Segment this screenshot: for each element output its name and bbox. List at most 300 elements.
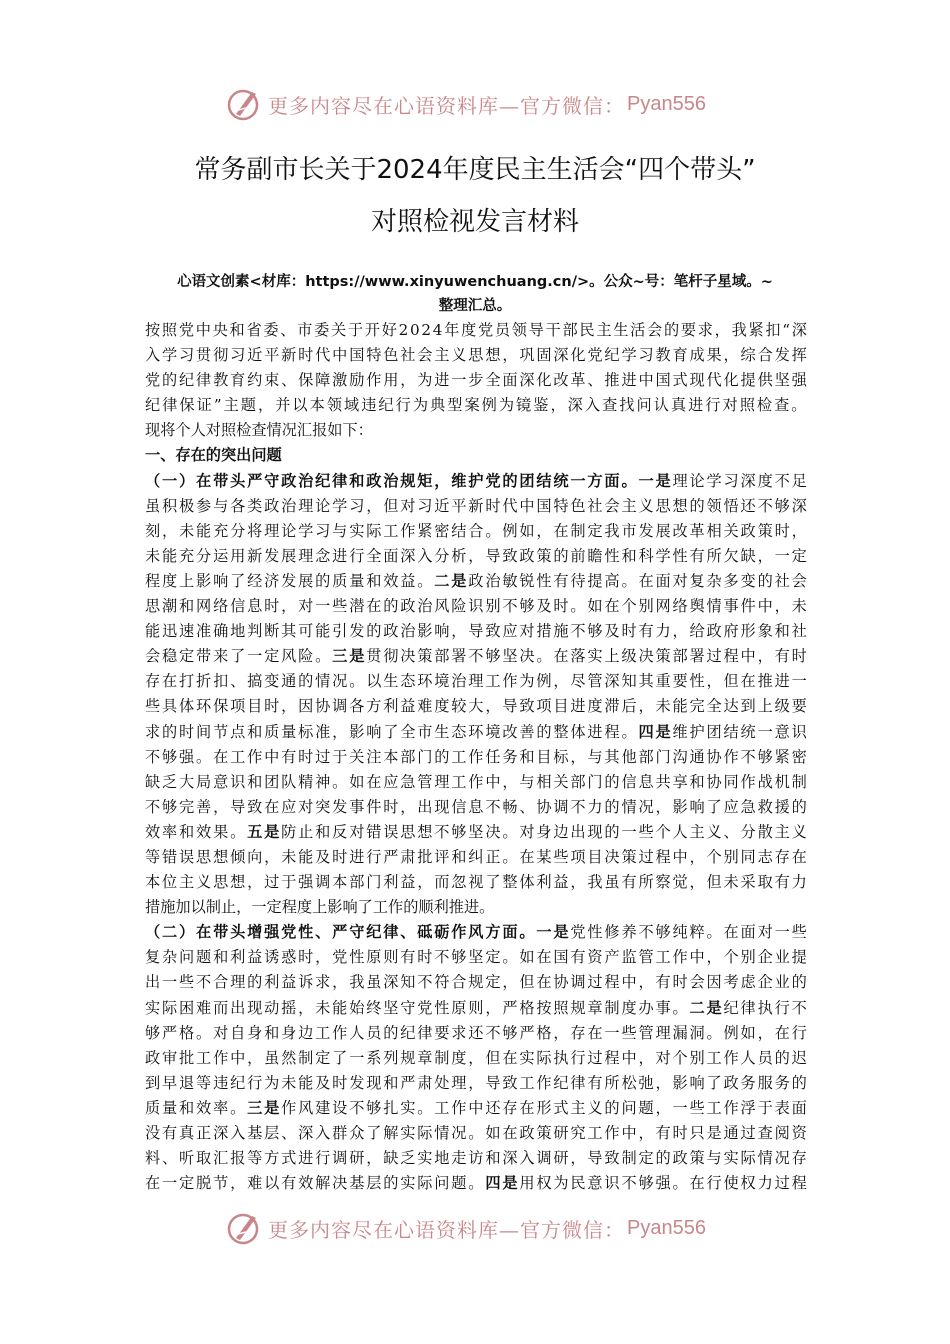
char: 力 [587, 797, 603, 816]
char: 门 [655, 747, 671, 766]
char: 深 [502, 1149, 518, 1168]
char: 浮 [740, 1098, 756, 1117]
char: 际 [417, 1174, 433, 1193]
char: 治 [485, 571, 501, 590]
char: 性 [672, 546, 688, 565]
char: 态 [400, 672, 416, 691]
body-line [145, 619, 807, 644]
char: 作 [536, 1073, 552, 1092]
char: 党 [332, 948, 348, 967]
char: 中 [672, 847, 688, 866]
char: 中 [689, 948, 705, 967]
char: 基 [349, 1174, 365, 1193]
char: ， [213, 797, 229, 816]
char: 项 [536, 697, 552, 716]
char: 章 [587, 998, 603, 1017]
char: 实 [417, 1149, 433, 1168]
char: 益 [553, 873, 569, 892]
char: ” [213, 396, 222, 415]
char: 我 [604, 521, 620, 540]
char: 行 [705, 396, 721, 415]
char: 规 [468, 973, 484, 992]
char: 党 [417, 998, 433, 1017]
char: 事 [655, 998, 671, 1017]
char: 化 [536, 371, 552, 390]
char: 理 [468, 672, 484, 691]
char: 些 [553, 847, 569, 866]
char: 个 [621, 597, 637, 616]
char: 情 [757, 1149, 773, 1168]
char: 管 [638, 1023, 654, 1042]
char: 鉴 [533, 396, 549, 415]
char: 真 [179, 1124, 195, 1142]
char: 情 [315, 672, 331, 691]
char: 在 [519, 1098, 535, 1117]
char: 有 [621, 873, 637, 892]
char: 了 [706, 1073, 722, 1092]
char: 中 [485, 772, 501, 791]
char: 境 [434, 672, 450, 691]
text-run: 措施加以制止，一定程度上影响了工作的顺利推进。 [145, 898, 495, 917]
char: 纠 [468, 847, 484, 866]
char: ， [366, 1149, 382, 1168]
char: 。 [706, 923, 722, 942]
char: 年 [444, 321, 460, 339]
char: 并 [275, 396, 291, 415]
char: 思 [655, 496, 671, 515]
char: 中 [195, 321, 211, 339]
char: 现 [366, 1073, 382, 1092]
char: 严 [162, 1023, 178, 1042]
char: 识 [230, 772, 246, 791]
char: 准 [196, 622, 212, 641]
char: 我 [731, 321, 747, 339]
char: 未 [179, 521, 195, 540]
char: 同 [723, 772, 739, 791]
char: 进 [349, 847, 365, 866]
char: 党 [477, 321, 494, 339]
char: 乏 [400, 1149, 416, 1168]
char: 束 [264, 371, 280, 390]
char: 够 [638, 1174, 654, 1193]
body-line [145, 669, 807, 694]
char: 彻 [213, 346, 229, 365]
char: 多 [723, 571, 739, 590]
char: 益 [400, 873, 416, 892]
char: 严 [332, 923, 348, 942]
char: 共 [655, 772, 671, 791]
char: 复 [145, 948, 161, 967]
char: ， [570, 873, 586, 892]
char: 国 [655, 371, 671, 390]
char: 查 [757, 1124, 773, 1142]
char: 和 [383, 1073, 399, 1092]
char: 决 [604, 847, 620, 866]
char: 党 [281, 923, 297, 942]
char: 和 [264, 1023, 280, 1042]
char: 识 [791, 722, 807, 741]
char: 和 [315, 822, 331, 841]
char: 在 [162, 672, 178, 691]
char: 统 [740, 722, 756, 741]
char: 果 [706, 346, 722, 365]
char: 和 [213, 948, 229, 967]
char: 时 [672, 973, 688, 992]
char: 改 [502, 722, 518, 741]
char: 贯 [196, 346, 212, 365]
body-line [145, 1121, 807, 1146]
char: 生 [383, 672, 399, 691]
char: 律 [162, 396, 178, 415]
char: 团 [706, 722, 722, 741]
char: 会 [791, 571, 807, 590]
char: 一 [757, 722, 773, 741]
char: 利 [383, 873, 399, 892]
char: 调 [553, 797, 569, 816]
char: 还 [468, 1023, 484, 1042]
char: 导 [468, 622, 484, 641]
char: 些 [179, 973, 195, 992]
char: 政 [706, 622, 722, 641]
char: 但 [383, 496, 399, 515]
body-line [145, 770, 807, 795]
char: 析 [451, 546, 467, 565]
char: 意 [587, 1174, 603, 1193]
char: 纪 [604, 346, 620, 365]
char: 作 [468, 772, 484, 791]
char: 存 [791, 1149, 807, 1168]
char: 代 [315, 346, 331, 365]
char: ） [179, 471, 195, 490]
char: 实 [349, 521, 365, 540]
char: 深 [213, 1124, 229, 1142]
char: 而 [213, 998, 229, 1017]
char: 是 [349, 647, 365, 666]
char: 漏 [672, 1023, 688, 1042]
char: 门 [417, 747, 433, 766]
char: 存 [502, 1098, 518, 1117]
bold-run: 一、存在的突出问题 [145, 446, 282, 465]
char: 题 [240, 396, 256, 415]
char: 合 [451, 973, 467, 992]
char: ， [332, 973, 348, 992]
char: 一 [349, 1048, 365, 1067]
char: 治 [417, 597, 433, 616]
char: 到 [145, 1073, 161, 1092]
char: 用 [230, 546, 246, 565]
char: 符 [434, 973, 450, 992]
char: 级 [621, 647, 637, 666]
char: 弛 [638, 1073, 654, 1092]
char: 复 [689, 571, 705, 590]
char: 保 [298, 371, 314, 390]
char: 际 [740, 1149, 756, 1168]
char: 过 [587, 1048, 603, 1067]
body-line [145, 418, 807, 443]
char: 所 [638, 873, 654, 892]
char: 潜 [349, 597, 365, 616]
char: 照 [161, 321, 178, 339]
char: 等 [247, 1149, 263, 1168]
char: 防 [281, 822, 297, 841]
char: 性 [587, 923, 603, 942]
char: 在 [502, 1124, 518, 1142]
char: 惑 [281, 948, 297, 967]
char: 协 [706, 747, 722, 766]
char: 的 [366, 622, 382, 641]
char: 准 [315, 722, 331, 741]
char: 够 [145, 1023, 161, 1042]
char: 环 [417, 672, 433, 691]
char: 群 [332, 1124, 348, 1142]
char: 位 [162, 873, 178, 892]
text-run: 现将个人对照检查情况汇报如下： [145, 421, 373, 440]
char: 体 [570, 722, 586, 741]
char: 中 [621, 1048, 637, 1067]
char: 取 [757, 873, 773, 892]
char: 决 [638, 647, 654, 666]
char: 程 [791, 1174, 807, 1193]
char: 是 [553, 923, 569, 942]
char: 及 [604, 622, 620, 641]
char: 合 [757, 346, 773, 365]
char: 五 [247, 822, 263, 841]
char: 标 [298, 722, 314, 741]
char: 益 [281, 973, 297, 992]
char: 习 [179, 346, 195, 365]
char: 强 [655, 1174, 671, 1193]
char: 能 [332, 998, 348, 1017]
char: ， [230, 1174, 246, 1193]
char: 难 [196, 998, 212, 1017]
char: 善 [196, 797, 212, 816]
char: 身 [536, 822, 552, 841]
char: 部 [434, 647, 450, 666]
char: 企 [757, 973, 773, 992]
char: 时 [264, 597, 280, 616]
char: 高 [604, 571, 620, 590]
body-line [145, 368, 807, 393]
char: 入 [145, 346, 161, 365]
char: 产 [604, 948, 620, 967]
char: 现 [587, 822, 603, 841]
char: 理 [298, 546, 314, 565]
char: 的 [774, 1048, 790, 1067]
char: 了 [332, 1048, 348, 1067]
char: 为 [519, 672, 535, 691]
char: 项 [230, 697, 246, 716]
char: ， [502, 346, 518, 365]
body-line [145, 1171, 807, 1196]
char: ， [400, 371, 416, 390]
char: 的 [383, 1174, 399, 1193]
char: 紧 [417, 521, 433, 540]
char: 进 [570, 697, 586, 716]
char: 件 [366, 797, 382, 816]
char: 于 [332, 747, 348, 766]
char: 行 [315, 1149, 331, 1168]
char: 发 [281, 571, 297, 590]
char: 作 [451, 1098, 467, 1117]
char: 正 [485, 847, 501, 866]
char: 入 [417, 546, 433, 565]
char: 不 [196, 973, 212, 992]
char: 深 [519, 371, 535, 390]
char: 不 [349, 1098, 365, 1117]
char: 但 [485, 1048, 501, 1067]
char: 前 [570, 546, 586, 565]
char: 在 [638, 571, 654, 590]
char: 系 [366, 1048, 382, 1067]
char: 政 [723, 1073, 739, 1092]
char: 学 [655, 546, 671, 565]
char: 的 [604, 772, 620, 791]
char: ， [638, 1048, 654, 1067]
char: 照 [553, 998, 569, 1017]
char: 正 [196, 1124, 212, 1142]
char: 约 [247, 371, 263, 390]
char: 型 [447, 396, 463, 415]
char: 政 [366, 471, 382, 490]
char: 员 [494, 321, 511, 339]
char: 响 [689, 797, 705, 816]
char: 巩 [519, 346, 535, 365]
char: 管 [638, 948, 654, 967]
char: 形 [740, 622, 756, 641]
source-line-2: 整理汇总。 [438, 298, 512, 314]
char: 及 [536, 597, 552, 616]
char: 市 [621, 521, 637, 540]
char: 党 [145, 371, 161, 390]
char: 信 [621, 772, 637, 791]
body-line [145, 694, 807, 719]
body-line [145, 569, 807, 594]
char: 如 [519, 521, 535, 540]
char: 难 [247, 1174, 263, 1193]
char: 引 [332, 622, 348, 641]
char: 如 [740, 1023, 756, 1042]
char: 导 [485, 546, 501, 565]
char: 照 [739, 396, 755, 415]
char: 想 [672, 496, 688, 515]
char: 及 [315, 847, 331, 866]
char: 际 [162, 998, 178, 1017]
char: 个 [723, 948, 739, 967]
char: 政 [740, 521, 756, 540]
char: 的 [434, 747, 450, 766]
char: 况 [332, 672, 348, 691]
char: 和 [229, 321, 245, 339]
char: 规 [400, 471, 416, 490]
char: 分 [434, 546, 450, 565]
char: 调 [332, 1149, 348, 1168]
char: 府 [723, 622, 739, 641]
char: 表 [774, 1098, 790, 1117]
char: 实 [400, 1124, 416, 1142]
char: 响 [366, 722, 382, 741]
char: 平 [451, 496, 467, 515]
char: 成 [689, 346, 705, 365]
char: 效 [383, 571, 399, 590]
char: 形 [536, 1098, 552, 1117]
char: 挥 [791, 346, 807, 365]
char: 益 [400, 697, 416, 716]
char: 性 [434, 998, 450, 1017]
char: 出 [417, 797, 433, 816]
char: 求 [451, 1023, 467, 1042]
char: 不 [638, 923, 654, 942]
char: 工 [587, 1124, 603, 1142]
char: ， [706, 948, 722, 967]
char: 作 [723, 1048, 739, 1067]
char: 考 [723, 973, 739, 992]
char: 问 [434, 1174, 450, 1193]
char: 改 [672, 521, 688, 540]
char: 央 [212, 321, 228, 339]
char: 统 [553, 471, 569, 490]
char: 程 [723, 647, 739, 666]
char: 用 [519, 1174, 535, 1193]
char: 况 [451, 1124, 467, 1142]
char: 定 [587, 521, 603, 540]
char: 工 [706, 1098, 722, 1117]
body-line [145, 594, 807, 619]
char: 学 [621, 346, 637, 365]
char: 主 [689, 822, 705, 841]
char: 有 [162, 1124, 178, 1142]
char: 本 [332, 873, 348, 892]
char: 志 [757, 847, 773, 866]
char: 义 [451, 346, 467, 365]
char: 致 [502, 546, 518, 565]
char: 权 [740, 1174, 756, 1193]
char: 政 [519, 1124, 535, 1142]
char: 应 [723, 797, 739, 816]
body-line [145, 343, 807, 368]
char: 息 [247, 597, 263, 616]
char: 市 [297, 321, 313, 339]
char: 整 [502, 873, 518, 892]
char: 和 [179, 597, 195, 616]
char: 节 [213, 722, 229, 741]
char: 效 [298, 1174, 314, 1193]
char: 使 [723, 1174, 739, 1193]
char: 脱 [196, 1174, 212, 1193]
char: 域 [344, 396, 360, 415]
char: 有 [400, 948, 416, 967]
char: 策 [621, 847, 637, 866]
char: 审 [162, 1048, 178, 1067]
char: 的 [162, 722, 178, 741]
char: 效 [145, 822, 161, 841]
char: 影 [417, 622, 433, 641]
char: 在 [723, 923, 739, 942]
char: 错 [366, 822, 382, 841]
char: 于 [757, 1098, 773, 1117]
char: 委 [263, 321, 279, 339]
char: 制 [298, 1048, 314, 1067]
char: 。 [621, 571, 637, 590]
char: 案 [464, 396, 480, 415]
char: 现 [247, 998, 263, 1017]
char: 团 [264, 772, 280, 791]
char: ， [714, 321, 730, 339]
char: 级 [774, 697, 790, 716]
char: 三 [332, 647, 348, 666]
body-line [145, 469, 807, 494]
char: ， [468, 1073, 484, 1092]
footer-watermark-banner [0, 1208, 950, 1248]
